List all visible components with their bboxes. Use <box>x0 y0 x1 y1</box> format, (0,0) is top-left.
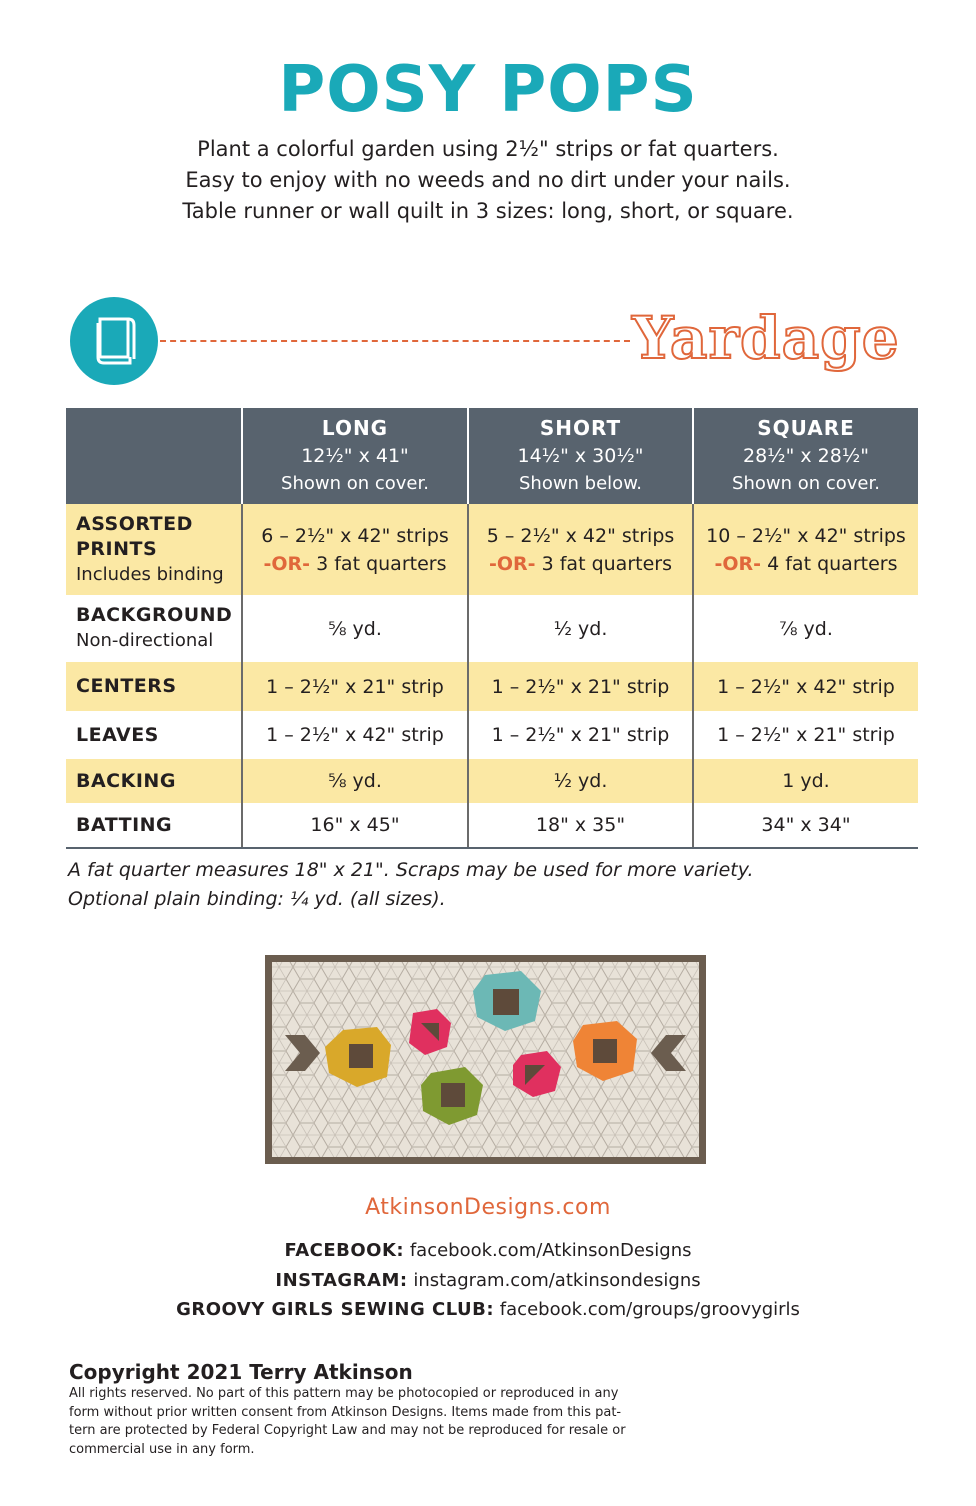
column-size: 28½" x 28½" <box>743 445 869 467</box>
cell-text: 3 fat quarters <box>310 552 447 575</box>
table-footnote <box>68 856 754 914</box>
social-label: FACEBOOK: <box>284 1240 405 1261</box>
table-cell: ⅞ yd. <box>779 617 833 640</box>
row-title: ASSORTED PRINTS <box>76 512 193 560</box>
table-cell: 16" x 45" <box>242 803 468 848</box>
table-cell: ½ yd. <box>468 595 693 662</box>
cell-line: 5 – 2½" x 42" strips <box>486 524 675 547</box>
table-cell: 1 yd. <box>693 759 918 803</box>
column-size: 12½" x 41" <box>301 445 409 467</box>
row-title: BATTING <box>76 813 173 836</box>
rights-line: commercial use in any form. <box>69 1441 255 1457</box>
row-subtitle: Includes binding <box>76 563 224 585</box>
cell-line: 10 – 2½" x 42" strips <box>706 524 906 547</box>
or-label: -OR- <box>489 552 536 575</box>
table-row <box>66 662 918 711</box>
fabric-bolt-icon <box>70 297 158 385</box>
social-instagram[interactable] <box>0 1266 976 1296</box>
table-cell <box>468 504 693 595</box>
row-title: CENTERS <box>76 675 177 697</box>
cell-line <box>477 550 684 578</box>
or-label: -OR- <box>263 552 311 575</box>
rights-line: tern are protected by Federal Copyright Law and may not be reproduced for resale or <box>69 1423 626 1438</box>
column-name: SQUARE <box>757 416 855 440</box>
table-row <box>66 595 918 662</box>
table-row <box>66 759 918 803</box>
intro-line: Easy to enjoy with no weeds and no dirt under your nails. <box>185 168 791 192</box>
table-row <box>66 504 918 595</box>
table-cell <box>693 504 918 595</box>
page-title: POSY POPS <box>278 53 698 127</box>
column-header-square <box>693 408 918 504</box>
row-title: BACKING <box>76 769 176 792</box>
table-cell: 1 – 2½" x 21" strip <box>717 724 895 746</box>
section-divider <box>160 340 630 342</box>
row-label <box>66 504 242 595</box>
row-label <box>66 711 242 759</box>
column-note: Shown below. <box>518 473 642 494</box>
yardage-table <box>66 408 918 849</box>
social-label: INSTAGRAM: <box>275 1269 408 1291</box>
social-url: facebook.com/groups/groovygirls <box>494 1299 800 1320</box>
table-cell: 1 – 2½" x 42" strip <box>693 662 918 711</box>
social-groovy-girls[interactable] <box>0 1295 976 1325</box>
cell-line: 6 – 2½" x 42" strips <box>261 524 449 547</box>
row-title: BACKGROUND <box>76 604 233 626</box>
column-header-short <box>468 408 693 504</box>
table-cell: 1 – 2½" x 21" strip <box>468 711 693 759</box>
cell-line <box>702 550 910 578</box>
social-facebook[interactable] <box>0 1236 976 1266</box>
column-name: SHORT <box>539 416 622 440</box>
column-note: Shown on cover. <box>732 473 880 494</box>
social-url: facebook.com/AtkinsonDesigns <box>404 1240 692 1261</box>
table-cell: 1 – 2½" x 42" strip <box>242 711 468 759</box>
social-links <box>0 1236 976 1325</box>
table-cell: 34" x 34" <box>693 803 918 848</box>
table-row <box>66 711 918 759</box>
website-link[interactable]: AtkinsonDesigns.com <box>365 1195 611 1220</box>
social-label: GROOVY GIRLS SEWING CLUB: <box>176 1299 495 1320</box>
row-subtitle: Non-directional <box>76 630 214 651</box>
quilt-photo <box>265 955 706 1164</box>
table-cell: 1 – 2½" x 21" strip <box>468 662 693 711</box>
table-cell: 18" x 35" <box>468 803 693 848</box>
footnote-line: A fat quarter measures 18" x 21". Scraps may be used for more variety. <box>68 859 754 881</box>
header-corner <box>66 408 242 504</box>
intro-line: Table runner or wall quilt in 3 sizes: long, short, or square. <box>182 199 794 223</box>
table-cell: 1 – 2½" x 21" strip <box>242 662 468 711</box>
row-label <box>66 759 242 803</box>
rights-notice <box>69 1385 669 1459</box>
cell-line <box>251 550 459 578</box>
table-row <box>66 803 918 848</box>
row-label <box>66 595 242 662</box>
copyright: Copyright 2021 Terry Atkinson <box>69 1360 413 1384</box>
column-note: Shown on cover. <box>281 473 429 494</box>
column-size: 14½" x 30½" <box>517 445 644 467</box>
rights-line: All rights reserved. No part of this pattern may be photocopied or reproduced in any <box>69 1386 619 1401</box>
table-cell: ⅝ yd. <box>242 595 468 662</box>
column-header-long <box>242 408 468 504</box>
or-label: -OR- <box>714 552 762 575</box>
table-header-row <box>66 408 918 504</box>
intro-line: Plant a colorful garden using 2½" strips or fat quarters. <box>197 137 779 161</box>
intro-text <box>0 134 976 227</box>
footnote-line: Optional plain binding: ¼ yd. (all sizes). <box>68 888 446 910</box>
section-heading: Yardage <box>632 304 900 372</box>
column-name: LONG <box>321 416 389 440</box>
row-title: LEAVES <box>76 723 159 746</box>
social-url: instagram.com/atkinsondesigns <box>407 1269 701 1291</box>
table-cell <box>242 504 468 595</box>
cell-text: 4 fat quarters <box>761 552 898 575</box>
row-label <box>66 662 242 711</box>
table-cell: ⅝ yd. <box>242 759 468 803</box>
rights-line: form without prior written consent from Atkinson Designs. Items made from this pat- <box>69 1404 622 1420</box>
cell-text: 3 fat quarters <box>535 552 672 575</box>
table-cell: ½ yd. <box>468 759 693 803</box>
row-label <box>66 803 242 848</box>
